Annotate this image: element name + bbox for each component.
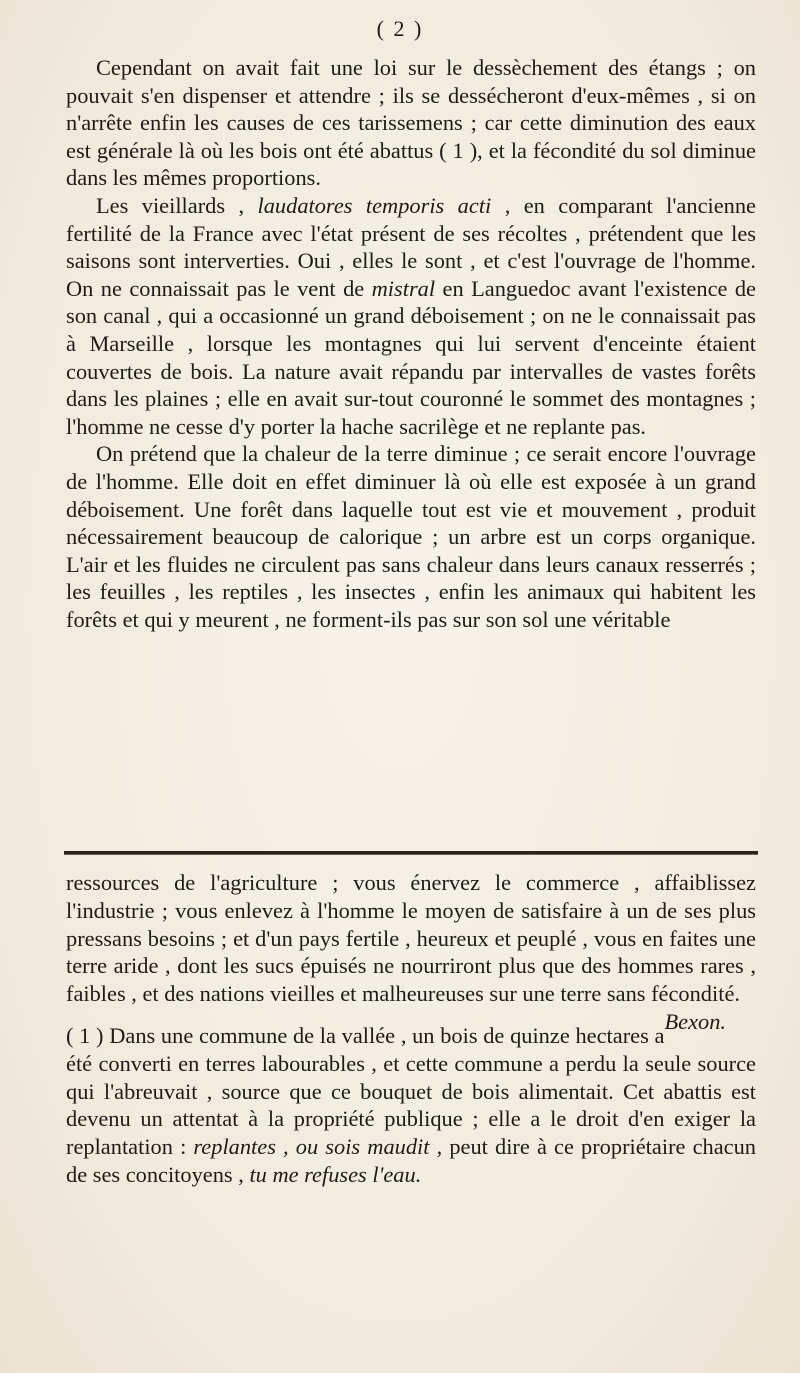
page-number: ( 2 ): [376, 16, 424, 41]
mistral-term: mistral: [371, 275, 436, 301]
paragraph-2-part-b: , en comparant l'ancienne fertilité de la France avec l'état présent de ses récoltes , prétendent que les saisons sont interverties. Oui , elles le sont , et c'est l'ouvrage de l'homme. On ne connaissait pas le vent de: [66, 192, 756, 301]
paragraph-2: [66, 192, 756, 440]
latin-quote: laudatores temporis acti: [257, 192, 492, 218]
footnote-text-a: ( 1 ) Dans une commune de la vallée , un bois de quinze hectares a été converti en terres labourables , et cette commune a perdu la seule source qui l'abreuvait , source que ce bouquet de bois alimentait. Cet abattis est devenu un attentat à la propriété publique ; elle a le droit d'en exiger la replantation :: [66, 1022, 756, 1160]
paragraph-2-part-a: Les vieillards ,: [96, 192, 258, 218]
paragraph-3: On prétend que la chaleur de la terre diminue ; ce serait encore l'ouvrage de l'homme. Elle doit en effet diminuer là où elle est exposée à un grand déboisement. Une forêt dans laquelle tout est vie et mouvement , produit nécessairement beaucoup de calorique ; un arbre est un corps organique. L'air et les fluides ne circulent pas sans chaleur dans leurs canaux resserrés ; les feuilles , les reptiles , les insectes , enfin les animaux qui habitent les forêts et qui y meurent , ne forment-ils pas sur son sol une véritable: [66, 441, 756, 632]
footnote-italic-curse: replantes , ou sois maudit ,: [193, 1134, 443, 1160]
paragraph-2-part-c: en Languedoc avant l'existence de son canal , qui a occasionné un grand déboisement ; on ne le connaissait pas à Marseille , lorsque les montagnes qui lui servent d'enceinte étaient couvertes de bois. La nature avait répandu par intervalles de vastes forêts dans les plaines ; elle en avait sur-tout couronné le sommet des montagnes ; l'homme ne cesse d'y porter la hache sacrilège et ne replante pas.: [66, 275, 756, 439]
main-text: [66, 54, 756, 633]
paragraph-1: Cependant on avait fait une loi sur le dessèchement des étangs ; on pouvait s'en dispenser et attendre ; ils se dessécheront d'eux-mêmes , si on n'arrête enfin les causes de ces tarissemens ; car cette diminution des eaux est générale là où les bois ont été abattus ( 1 ), et la fécondité du sol diminue dans les mêmes proportions.: [66, 55, 756, 191]
signature: Bexon.: [664, 1008, 726, 1034]
notes-section: [66, 869, 756, 1189]
footnote-1: [66, 1022, 756, 1189]
separator-rule: [64, 851, 758, 855]
note-continuation-text: ressources de l'agriculture ; vous énervez le commerce , affaiblissez l'industrie ; vous enlevez à l'homme le moyen de satisfaire à un de ses plus pressans besoins ; et d'un pays fertile , heureux et peuplé , vous en faites une terre aride , dont les sucs épuisés ne nourriront plus que des hommes rares , faibles , et des nations vieilles et malheureuses sur une terre sans fécondité.: [66, 870, 756, 1007]
footnote-italic-water: tu me refuses l'eau.: [249, 1161, 422, 1187]
note-continuation: [66, 869, 756, 1034]
footnote-text-b: peut dire à ce propriétaire chacun de ses concitoyens ,: [66, 1134, 756, 1187]
